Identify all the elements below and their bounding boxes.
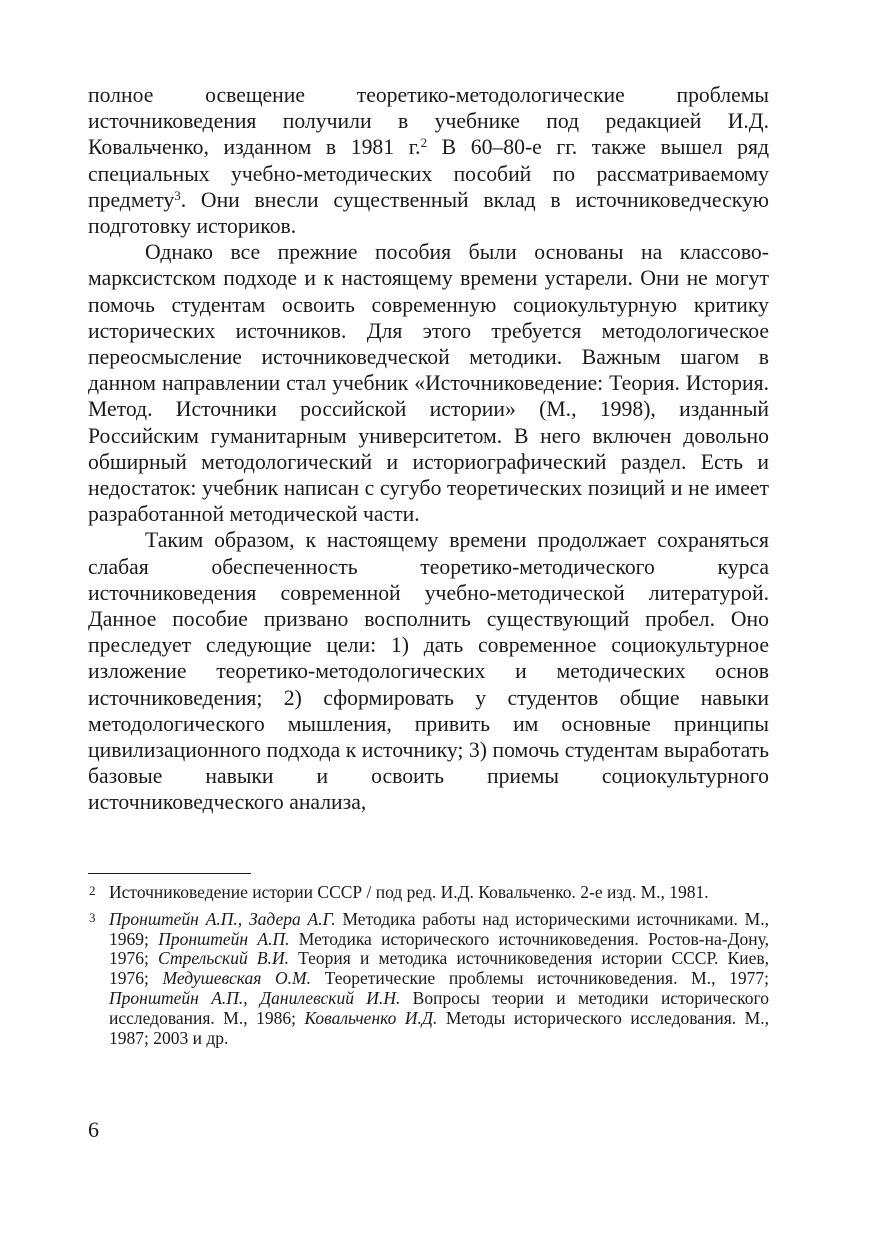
footnote-3-title: Методика исторического источниковедения. Ростов-на-Дону, 1976; bbox=[109, 928, 769, 969]
footnote-2-mark: 2 bbox=[89, 883, 96, 898]
footnote-3-author: Пронштейн А.П. bbox=[158, 928, 290, 949]
footnote-3-title: Методы исторического исследования. М., 1987; 2003 и др. bbox=[109, 1007, 769, 1048]
page-number: 6 bbox=[88, 1117, 99, 1142]
main-text bbox=[88, 82, 769, 816]
footnote-ref-2[interactable]: 2 bbox=[420, 135, 428, 151]
footnote-2 bbox=[88, 883, 769, 903]
footnote-3-title: Теория и методика источниковедения истории СССР. Киев, 1976; bbox=[109, 948, 769, 989]
paragraph-1 bbox=[88, 82, 769, 239]
footnote-3-mark: 3 bbox=[89, 909, 96, 925]
paragraph-1-part-a: полное освещение теоретико-методологические проблемы источниковедения получили в учебнике под редакцией И.Д. Ковальченко, изданном в 1981 г. bbox=[88, 83, 769, 160]
footnote-3-author: Пронштейн А.П., Данилевский И.Н. bbox=[109, 987, 401, 1008]
paragraph-2: Однако все прежние пособия были основаны на классово-марксистском подходе и к настоящему времени устарели. Они не могут помочь студентам освоить современную социокультурную критику исторических источников. Для этого требуется методологическое переосмысление источниковедческой методики. Важным шагом в данном направлении стал учебник «Источниковедение: Теория. История. Метод. Источники российской истории» (М., 1998), изданный Российским гуманитарным университетом. В него включен довольно обширный методологический и историографический раздел. Есть и недостаток: учебник написан с сугубо теоретических позиций и не имеет разработанной методической части. bbox=[88, 240, 769, 527]
footnote-3-title: Методика работы над историческими источниками. М., 1969; bbox=[109, 908, 769, 949]
footnote-3-author: Пронштейн А.П., Задера А.Г. bbox=[109, 908, 336, 929]
footnotes bbox=[88, 883, 769, 1055]
footnote-3 bbox=[88, 910, 769, 1049]
footnote-3-author: Ковальченко И.Д. bbox=[304, 1007, 438, 1028]
footnote-divider bbox=[88, 873, 251, 874]
paragraph-3: Таким образом, к настоящему времени продолжает сохраняться слабая обеспеченность теоретико-методического курса источниковедения современной учебно-методической литературой. Данное пособие призвано восполнить существующий пробел. Оно преследует следующие цели: 1) дать современное социокультурное изложение теоретико-методологических и методических основ источниковедения; 2) сформировать у студентов общие навыки методологического мышления, привить им основные принципы цивилизационного подхода к источнику; 3) помочь студентам выработать базовые навыки и освоить приемы социокультурного источниковедческого анализа, bbox=[88, 528, 769, 815]
footnote-2-text: Источниковедение истории СССР / под ред. И.Д. Ковальченко. 2-е изд. М., 1981. bbox=[109, 882, 709, 902]
footnote-3-title: Теоретические проблемы источниковедения. М., 1977; bbox=[311, 968, 769, 989]
footnote-3-author: Медушевская О.М. bbox=[162, 968, 311, 989]
footnote-3-title: Вопросы теории и методики исторического исследования. М., 1986; bbox=[109, 987, 769, 1028]
footnote-ref-3[interactable]: 3 bbox=[174, 187, 181, 203]
paragraph-1-part-b: В 60–80-е гг. также вышел ряд специальных учебно-методических пособий по рассматриваемому предмету bbox=[88, 135, 769, 212]
paragraph-1-part-c: . Они внесли существенный вклад в источниковедческую подготовку историков. bbox=[88, 187, 769, 239]
footnote-3-author: Стрельский В.И. bbox=[158, 948, 289, 969]
